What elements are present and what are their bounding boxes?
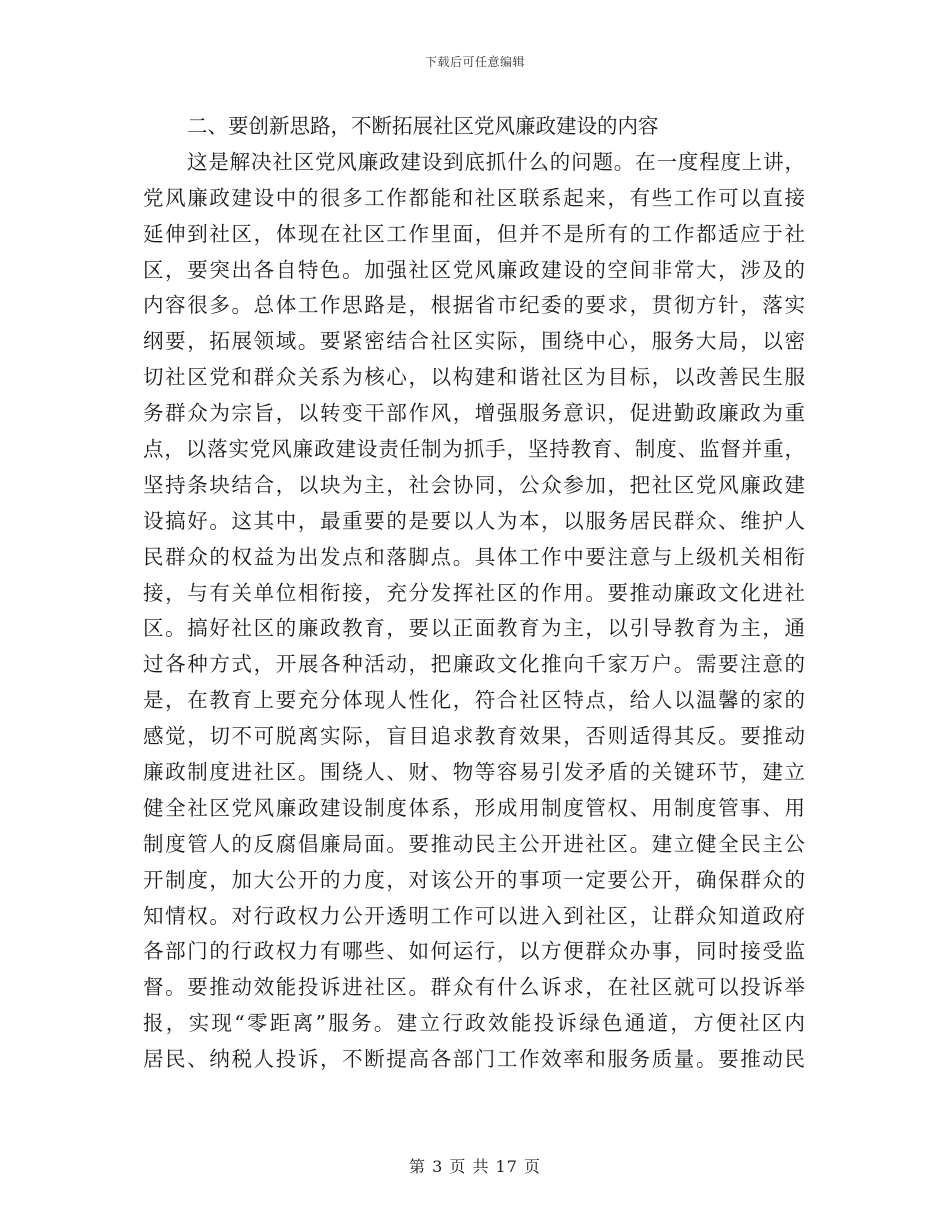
- page-header-note: 下载后可任意编辑: [424, 55, 525, 69]
- paragraph-line: 督。要推动效能投诉进社区。群众有什么诉求，在社区就可以投诉举: [143, 975, 805, 1000]
- paragraph-line: 民群众的权益为出发点和落脚点。具体工作中要注意与上级机关相衔: [143, 544, 805, 569]
- paragraph-line: 区。搞好社区的廉政教育，要以正面教育为主，以引导教育为主，通: [143, 616, 805, 641]
- paragraph-line: 廉政制度进社区。围绕人、财、物等容易引发矛盾的关键环节，建立: [143, 760, 805, 785]
- paragraph-line: 党风廉政建设中的很多工作都能和社区联系起来，有些工作可以直接: [143, 185, 805, 210]
- paragraph-line: 健全社区党风廉政建设制度体系，形成用制度管权、用制度管事、用: [143, 795, 805, 820]
- paragraph-line: 是，在教育上要充分体现人性化，符合社区特点，给人以温馨的家的: [143, 688, 805, 713]
- paragraph-line: 各部门的行政权力有哪些、如何运行，以方便群众办事，同时接受监: [143, 939, 805, 964]
- paragraph-line: 设搞好。这其中，最重要的是要以人为本，以服务居民群众、维护人: [143, 508, 805, 533]
- section-heading: 二、要创新思路，不断拓展社区党风廉政建设的内容: [187, 114, 659, 138]
- paragraph-line: 制度管人的反腐倡廉局面。要推动民主公开进社区。建立健全民主公: [143, 831, 805, 856]
- paragraph-line: 感觉，切不可脱离实际，盲目追求教育效果，否则适得其反。要推动: [143, 724, 805, 749]
- paragraph-line: 务群众为宗旨，以转变干部作风，增强服务意识，促进勤政廉政为重: [143, 401, 805, 426]
- paragraph-line: 内容很多。总体工作思路是，根据省市纪委的要求，贯彻方针，落实: [143, 293, 805, 318]
- paragraph-line: 延伸到社区，体现在社区工作里面，但并不是所有的工作都适应于社: [143, 221, 805, 246]
- paragraph-line: 开制度，加大公开的力度，对该公开的事项一定要公开，确保群众的: [143, 867, 805, 892]
- paragraph-line: 过各种方式，开展各种活动，把廉政文化推向千家万户。需要注意的: [143, 652, 805, 677]
- paragraph-line: 知情权。对行政权力公开透明工作可以进入到社区，让群众知道政府: [143, 903, 805, 928]
- paragraph-line: 坚持条块结合，以块为主，社会协同，公众参加，把社区党风廉政建: [143, 472, 805, 497]
- paragraph-line: 纲要，拓展领域。要紧密结合社区实际，围绕中心，服务大局，以密: [143, 329, 805, 354]
- paragraph-line: 切社区党和群众关系为核心，以构建和谐社区为目标，以改善民生服: [143, 365, 805, 390]
- paragraph-line: 居民、纳税人投诉，不断提高各部门工作效率和服务质量。要推动民: [143, 1047, 805, 1072]
- paragraph-line: 报，实现“零距离”服务。建立行政效能投诉绿色通道，方便社区内: [143, 1011, 805, 1036]
- document-body: [143, 109, 805, 1078]
- paragraph-line: 这是解决社区党风廉政建设到底抓什么的问题。在一度程度上讲，: [187, 149, 805, 174]
- paragraph-line: 点，以落实党风廉政建设责任制为抓手，坚持教育、制度、监督并重，: [143, 437, 805, 462]
- paragraph-line: 接，与有关单位相衔接，充分发挥社区的作用。要推动廉政文化进社: [143, 580, 805, 605]
- paragraph-line: 区，要突出各自特色。加强社区党风廉政建设的空间非常大，涉及的: [143, 257, 805, 282]
- page-number: 第 3 页 共 17 页: [409, 1157, 541, 1176]
